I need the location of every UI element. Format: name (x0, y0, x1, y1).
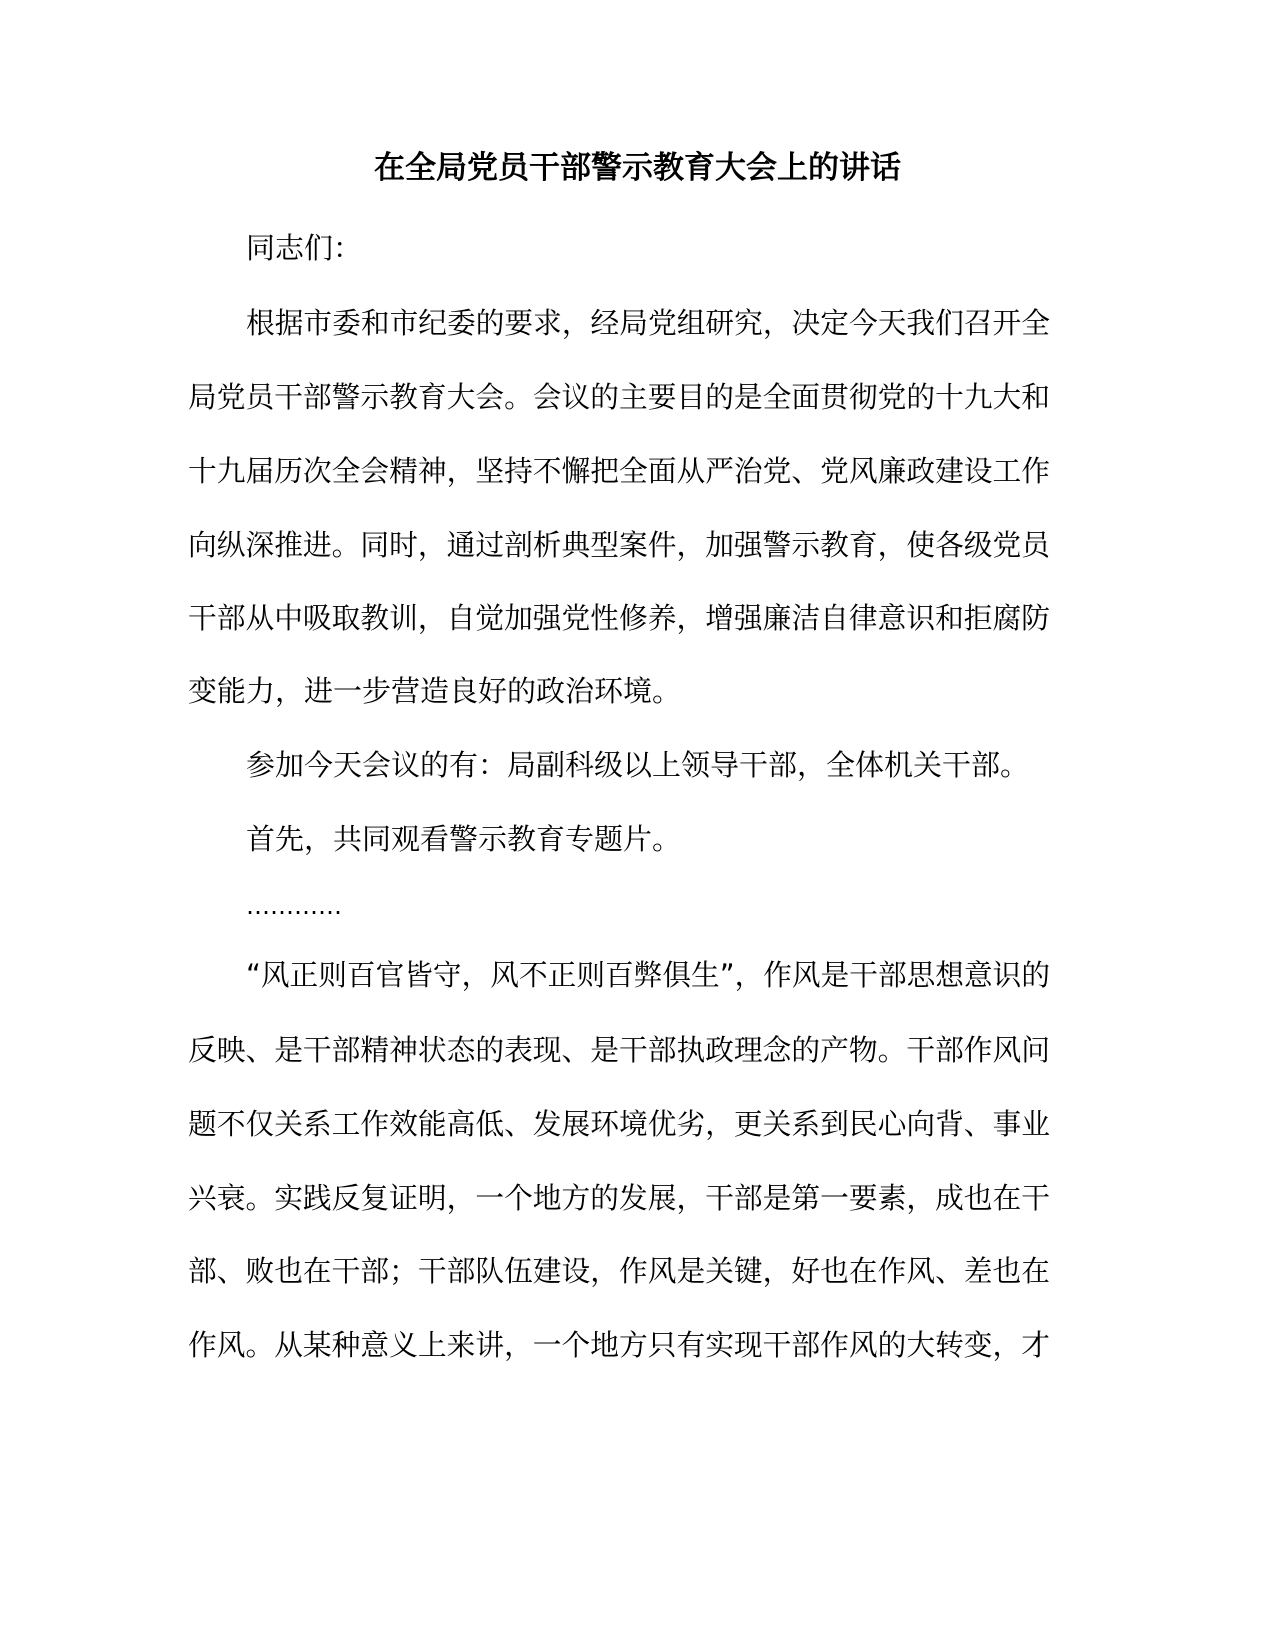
paragraph-line: 根据市委和市纪委的要求，经局党组研究，决定今天我们召开全 (246, 306, 1050, 340)
paragraph-line: 兴衰。实践反复证明，一个地方的发展，干部是第一要素，成也在干 (188, 1181, 1051, 1215)
paragraph-line: 变能力，进一步营造良好的政治环境。 (188, 674, 682, 708)
paragraph-line: 参加今天会议的有：局副科级以上领导干部，全体机关干部。 (246, 748, 1030, 782)
paragraph-line: 作风。从某种意义上来讲，一个地方只有实现干部作风的大转变，才 (188, 1328, 1051, 1362)
paragraph-line: 题不仅关系工作效能高低、发展环境优劣，更关系到民心向背、事业 (188, 1107, 1051, 1141)
paragraph-line: 向纵深推进。同时，通过剖析典型案件，加强警示教育，使各级党员 (188, 528, 1051, 562)
document-title: 在全局党员干部警示教育大会上的讲话 (374, 150, 901, 186)
paragraph-line: 十九届历次全会精神，坚持不懈把全面从严治党、党风廉政建设工作 (188, 454, 1051, 488)
salutation: 同志们： (246, 231, 363, 265)
paragraph-line: 干部从中吸取教训，自觉加强党性修养，增强廉洁自律意识和拒腐防 (188, 601, 1051, 635)
paragraph-line: 局党员干部警示教育大会。会议的主要目的是全面贯彻党的十九大和 (188, 380, 1051, 414)
paragraph-line: 反映、是干部精神状态的表现、是干部执政理念的产物。干部作风问 (188, 1033, 1051, 1067)
paragraph-line: 部、败也在干部；干部队伍建设，作风是关键，好也在作风、差也在 (188, 1254, 1051, 1288)
paragraph-line: 首先，共同观看警示教育专题片。 (246, 822, 682, 856)
ellipsis-line: ………… (246, 892, 342, 920)
paragraph-line: “风正则百官皆守，风不正则百弊俱生”，作风是干部思想意识的 (246, 958, 1051, 992)
